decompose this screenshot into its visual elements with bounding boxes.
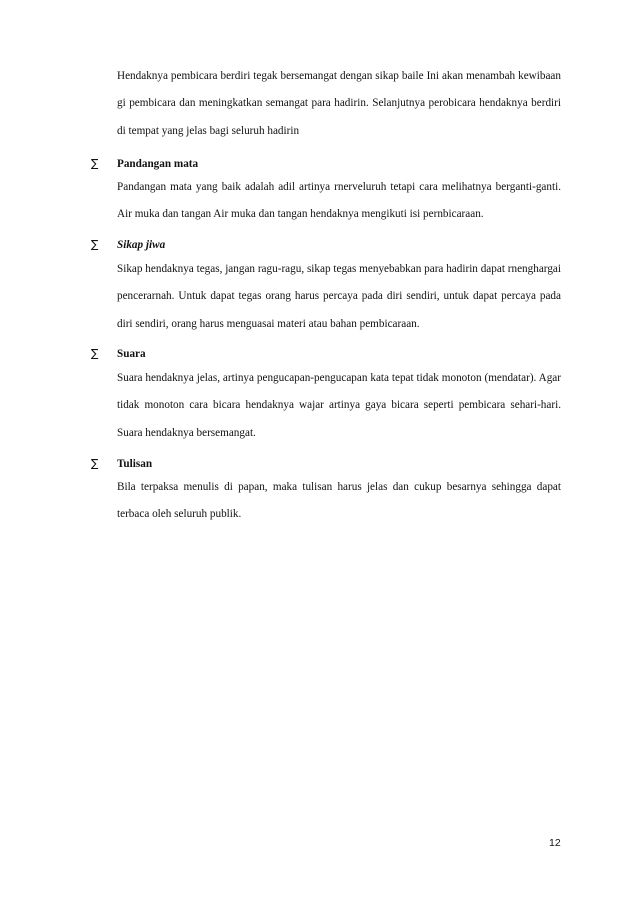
intro-paragraph: Hendaknya pembicara berdiri tegak bersemangat dengan sikap baile Ini akan menambah kewibaan gi pembicara dan meningkatkan semangat para hadirin. Selanjutnya perobicara hendaknya berdiri di tempat yang jelas bagi seluruh hadirin: [117, 70, 561, 137]
paragraph-suara: Suara hendaknya jelas, artinya pengucapan-pengucapan kata tepat tidak monoton (mendatar). Agar tidak monoton cara bicara hendaknya wajar artinya gaya bicara seperti pembicara sehari-hari. Suara hendaknya bersemangat.: [117, 372, 561, 439]
heading-tulisan: Tulisan: [117, 458, 153, 470]
heading-suara: Suara: [117, 348, 146, 360]
heading-sikap-jiwa: Sikap jiwa: [117, 239, 166, 251]
page-number: 12: [549, 837, 561, 849]
sigma-bullet-icon: ∑: [91, 457, 99, 470]
paragraph-pandangan-mata: Pandangan mata yang baik adalah adil artinya rnerveluruh tetapi cara melihatnya berganti-ganti. Air muka dan tangan Air muka dan tangan hendaknya mengikuti isi pernbicaraan.: [117, 181, 561, 221]
heading-pandangan-mata: Pandangan mata: [117, 158, 199, 170]
paragraph-sikap-jiwa: Sikap hendaknya tegas, jangan ragu-ragu, sikap tegas menyebabkan para hadirin dapat rnenghargai pencerarnah. Untuk dapat tegas orang harus percaya pada diri sendiri, untuk dapat percaya pada diri sendiri, orang harus menguasai materi atau bahan pembicaraan.: [117, 263, 561, 330]
sigma-bullet-icon: ∑: [91, 157, 99, 170]
paragraph-tulisan: Bila terpaksa menulis di papan, maka tulisan harus jelas dan cukup besarnya sehingga dapat terbaca oleh seluruh publik.: [117, 481, 561, 521]
sigma-bullet-icon: ∑: [91, 347, 99, 360]
sigma-bullet-icon: ∑: [91, 238, 99, 251]
